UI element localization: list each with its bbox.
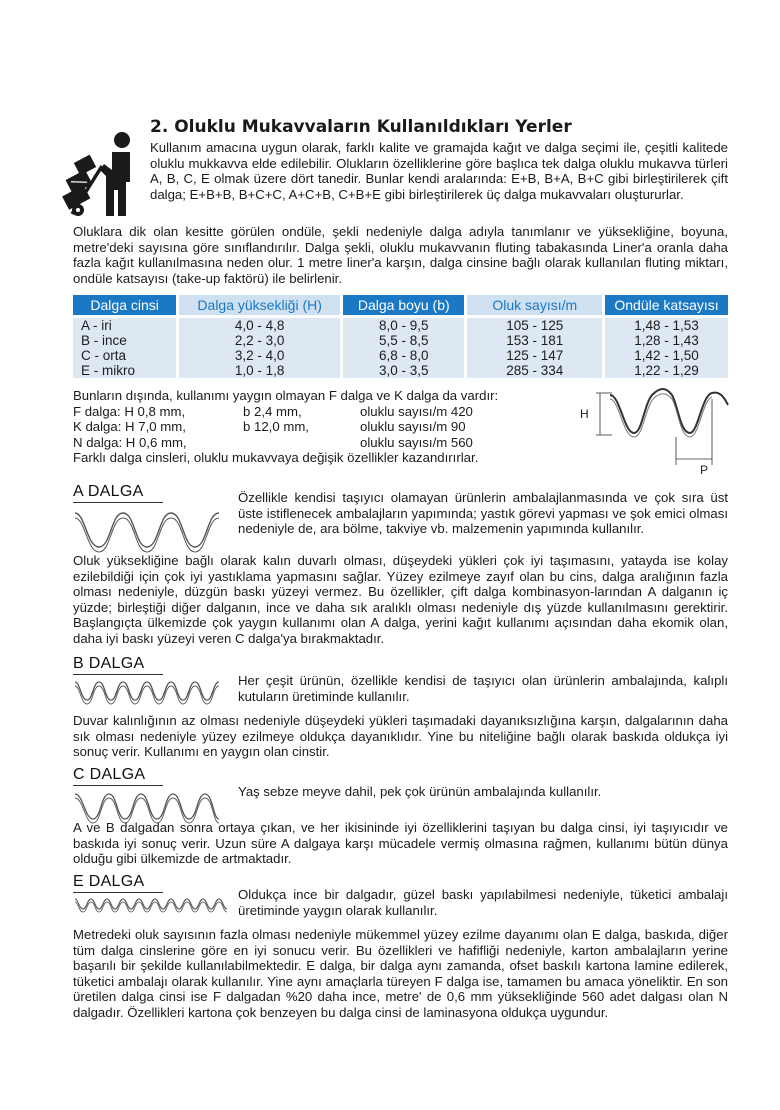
table-cell: 3,2 - 4,0: [178, 348, 342, 363]
b-dalga-wave-icon: [73, 678, 223, 706]
wave-p-label: P: [700, 463, 709, 475]
section-c-desc: Yaş sebze meyve dahil, pek çok ürünün ambalajında kullanılır.: [238, 784, 602, 799]
table-cell: 105 - 125: [466, 318, 604, 333]
section-a-heading: [73, 483, 144, 501]
table-cell: A - iri: [73, 318, 178, 333]
wave-profile-diagram: [572, 385, 732, 475]
extra-dalga-info: [73, 388, 498, 466]
table-cell: E - mikro: [73, 363, 178, 378]
extra-cell: b 12,0 mm,: [243, 419, 309, 434]
page-title: 2. Oluklu Mukavvaların Kullanıldıkları Yerler: [150, 117, 572, 137]
table-row: [73, 333, 728, 348]
table-cell: 1,22 - 1,29: [604, 363, 728, 378]
table-cell: 6,8 - 8,0: [342, 348, 466, 363]
section-e-body: Metredeki oluk sayısının fazla olması nedeniyle mükemmel yüzey ezilme dayanımı olan E dalga, baskıda, diğer tüm dalga cinslerine göre en iyi sonucu verir. Bu özellikleri ve hafifliği nedeniyle, karton ambalajların yerine başarılı bir şekilde kullanılabilmektedir. E dalga, bir dalga aynı zamanda, ofset baskılı kartona lamine edilerek, tüketici ambalajı olarak kullanılır. Yine aynı amaçlarla türeyen F dalga ise, tamamen bu amaca yöneliktir. En son üretilen dalga cinsi ise F dalgadan %20 daha ince, metre' de 0,6 mm yüksekliğinde 560 adet dalgası olan N dalgadır. Özellikleri kartona çok benzeyen bu dalga cinsi de laminasyona oldukça uygundur.: [73, 927, 728, 1020]
section-c-title: C DALGA: [73, 766, 146, 783]
table-cell: B - ince: [73, 333, 178, 348]
table-cell: 1,48 - 1,53: [604, 318, 728, 333]
extra-cell: b 2,4 mm,: [243, 403, 302, 419]
table-header-row: [73, 295, 728, 315]
extra-cell: oluklu sayısı/m 90: [360, 419, 466, 434]
section-b-desc: Her çeşit ürünün, özellikle kendisi de taşıyıcı olan ürünlerin ambalajında, kalıplı kutuların üretiminde kullanılır.: [238, 673, 728, 704]
table-cell: 1,28 - 1,43: [604, 333, 728, 348]
e-dalga-wave-icon: [73, 896, 233, 914]
table-cell: 153 - 181: [466, 333, 604, 348]
section-b-title: B DALGA: [73, 655, 145, 672]
section-e-title: E DALGA: [73, 873, 145, 890]
section-a-desc: Özellikle kendisi taşıyıcı olamayan ürünlerin ambalajlanmasında ve çok sıra üst üste istiflenecek ambalajların yapımında; yastık görevi yapması ve şok emici olması nedeniyle de, ara bölme, takviye vb. malzemenin yapımında kullanılır.: [238, 490, 728, 536]
section-e-desc: Oldukça ince bir dalgadır, güzel baskı yapılabilmesi nedeniyle, tüketici ambalajı üretiminde yaygın olarak kullanılır.: [238, 887, 728, 918]
table-cell: 5,5 - 8,5: [342, 333, 466, 348]
section-b-heading: [73, 655, 144, 673]
table-header: Dalga yüksekliği (H): [178, 295, 342, 315]
table-cell: 2,2 - 3,0: [178, 333, 342, 348]
wave-h-label: H: [580, 407, 589, 421]
table-cell: 1,0 - 1,8: [178, 363, 342, 378]
dalga-table: [73, 295, 728, 378]
extra-row: [73, 435, 498, 451]
table-row: [73, 318, 728, 333]
table-cell: 285 - 334: [466, 363, 604, 378]
extra-intro: Bunların dışında, kullanımı yaygın olmayan F dalga ve K dalga da vardır:: [73, 388, 499, 403]
table-cell: 3,0 - 3,5: [342, 363, 466, 378]
table-header: Dalga boyu (b): [342, 295, 466, 315]
extra-cell: K dalga: H 7,0 mm,: [73, 419, 186, 434]
section-c-heading: [73, 766, 145, 784]
extra-cell: N dalga: H 0,6 mm,: [73, 434, 187, 450]
section-e-heading: [73, 873, 144, 891]
extra-cell: oluklu sayısı/m 420: [360, 403, 473, 419]
para-ondule: Oluklara dik olan kesitte görülen ondüle, şekli nedeniyle dalga adıyla tanımlanır ve yüksekliğine, boyuna, metre'deki sayısına göre sınıflandırılır. Dalga şekli, oluklu mukavvanın fluting tabakasında Liner'a oranla daha fazla kağıt kullanılmasına neden olur. 1 metre liner'a karşın, dalga cinsine bağlı olarak kullanılan fluting miktarı, ondüle katsayısı (take-up faktörü) ile belirlenir.: [73, 224, 728, 286]
table-cell: 8,0 - 9,5: [342, 318, 466, 333]
table-cell: 4,0 - 4,8: [178, 318, 342, 333]
table-header: Oluk sayısı/m: [466, 295, 604, 315]
table-header: Ondüle katsayısı: [604, 295, 728, 315]
extra-row: [73, 419, 498, 435]
worker-hand-truck-icon: [62, 130, 144, 220]
section-a-title: A DALGA: [73, 483, 144, 500]
extra-cell: oluklu sayısı/m 560: [360, 434, 473, 450]
section-a-body: Oluk yüksekliğine bağlı olarak kalın duvarlı olması, düşeydeki yükleri çok iyi taşımasını, yatayda ise kolay ezilebildiği için çok iyi yastıklama yapmasını sağlar. Yüzey ezilmeye zayıf olan bu cins, dalga aralığının fazla olması nedeniyle, düzgün baskı yüzeyi vermez. Bu özellikler, çift dalga kombinasyon-larından A dalganın iç yüzde; birleştiği diğer dalganın, ince ve daha sık aralıklı olması nedeniyle dış yüzde kullanılmasını gerektirir. Başlangıçta ülkemizde çok yaygın kullanımı olan A dalga, yerini kağıt kullanımı açısından daha ekomik olan, daha iyi baskı yüzeyi veren C dalga'ya bırakmaktadır.: [73, 553, 728, 646]
extra-row: [73, 404, 498, 420]
extra-outro: Farklı dalga cinsleri, oluklu mukavvaya değişik özellikler kazandırırlar.: [73, 450, 479, 465]
table-cell: C - orta: [73, 348, 178, 363]
extra-cell: F dalga: H 0,8 mm,: [73, 403, 186, 419]
section-c-body: A ve B dalgadan sonra ortaya çıkan, ve her ikisininde iyi özelliklerini taşıyan bu dalga cinsi, iyi taşıyıcıdır ve baskıda iyi sonuç verir. Uzun süre A dalgaya karşı mücadele vermiş olmasına rağmen, kullanımı bütün dünya olduğu gibi ülkemizde de artmaktadır.: [73, 820, 728, 866]
a-dalga-wave-icon: [73, 507, 223, 553]
section-b-body: Duvar kalınlığının az olması nedeniyle düşeydeki yükleri taşımadaki dayanıksızlığına karşın, dalgalarının daha sık olması nedeniyle yüzey ezilmeye oldukça dayanıklıdır. Yine bu niteliğine bağlı olarak baskıda oldukça iyi sonuç verir. Kullanımı en yaygın olan cinstir.: [73, 713, 728, 759]
table-cell: 125 - 147: [466, 348, 604, 363]
table-row: [73, 363, 728, 378]
table-row: [73, 348, 728, 363]
intro-text: Kullanım amacına uygun olarak, farklı kalite ve gramajda kağıt ve dalga seçimi ile, çeşitli kalitede oluklu mukkavva elde edilebilir. Olukların özelliklerine göre başlıca tek dalga oluklu mukavva türleri A, B, C, E olmak üzere dört tanedir. Bunlar kendi aralarında: E+B, B+A, B+C gibi birleştirilerek çift dalga; E+B+B, B+C+C, A+C+B, C+B+E gibi birleştirilerek üç dalga mukavvaları oluştururlar.: [150, 140, 728, 202]
table-header: Dalga cinsi: [73, 295, 178, 315]
table-cell: 1,42 - 1,50: [604, 348, 728, 363]
